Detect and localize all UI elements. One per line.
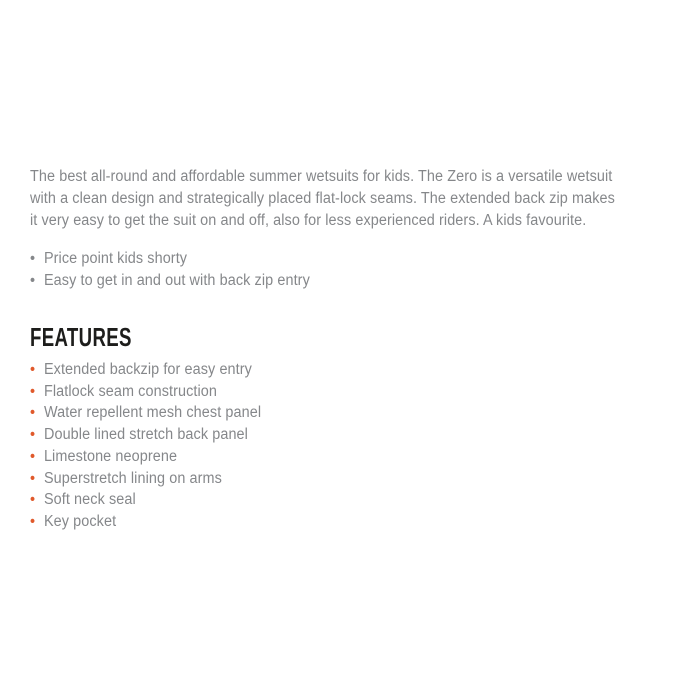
feature-item-label: Key pocket: [43, 512, 117, 530]
bullet-icon: •: [30, 512, 36, 530]
feature-item-label: Superstretch lining on arms: [43, 469, 222, 487]
features-heading: FEATURES: [30, 322, 132, 352]
feature-item: [30, 359, 261, 381]
highlights-list: [30, 248, 310, 292]
feature-item: [30, 468, 261, 490]
product-description: [30, 166, 615, 232]
feature-item-label: Extended backzip for easy entry: [43, 361, 252, 378]
highlight-item: [30, 248, 310, 270]
feature-item: [30, 511, 261, 533]
feature-item-label: Soft neck seal: [43, 491, 136, 509]
bullet-icon: •: [30, 469, 36, 487]
feature-item: [30, 446, 261, 468]
description-line: with a clean design and strategically placed flat-lock seams. The extended back zip makes: [30, 190, 615, 207]
feature-item: [30, 489, 261, 511]
bullet-icon: •: [30, 491, 36, 509]
bullet-icon: •: [30, 250, 36, 267]
feature-item: [30, 381, 261, 403]
features-list: [30, 359, 261, 533]
bullet-icon: •: [30, 426, 36, 444]
description-line: it very easy to get the suit on and off, also for less experienced riders. A kids favourite.: [30, 212, 587, 229]
feature-item: [30, 424, 261, 446]
bullet-icon: •: [30, 404, 36, 422]
feature-item-label: Water repellent mesh chest panel: [43, 404, 262, 422]
bullet-icon: •: [30, 447, 36, 465]
description-line: The best all-round and affordable summer wetsuits for kids. The Zero is a versatile wetsuit: [30, 168, 613, 185]
bullet-icon: •: [30, 382, 36, 400]
bullet-icon: •: [30, 272, 36, 289]
feature-item-label: Double lined stretch back panel: [43, 426, 248, 444]
feature-item: [30, 402, 261, 424]
highlight-item: [30, 270, 310, 292]
bullet-icon: •: [30, 361, 36, 378]
highlight-item-label: Price point kids shorty: [43, 250, 188, 267]
feature-item-label: Flatlock seam construction: [43, 382, 218, 400]
feature-item-label: Limestone neoprene: [43, 447, 178, 465]
highlight-item-label: Easy to get in and out with back zip entry: [43, 272, 310, 289]
